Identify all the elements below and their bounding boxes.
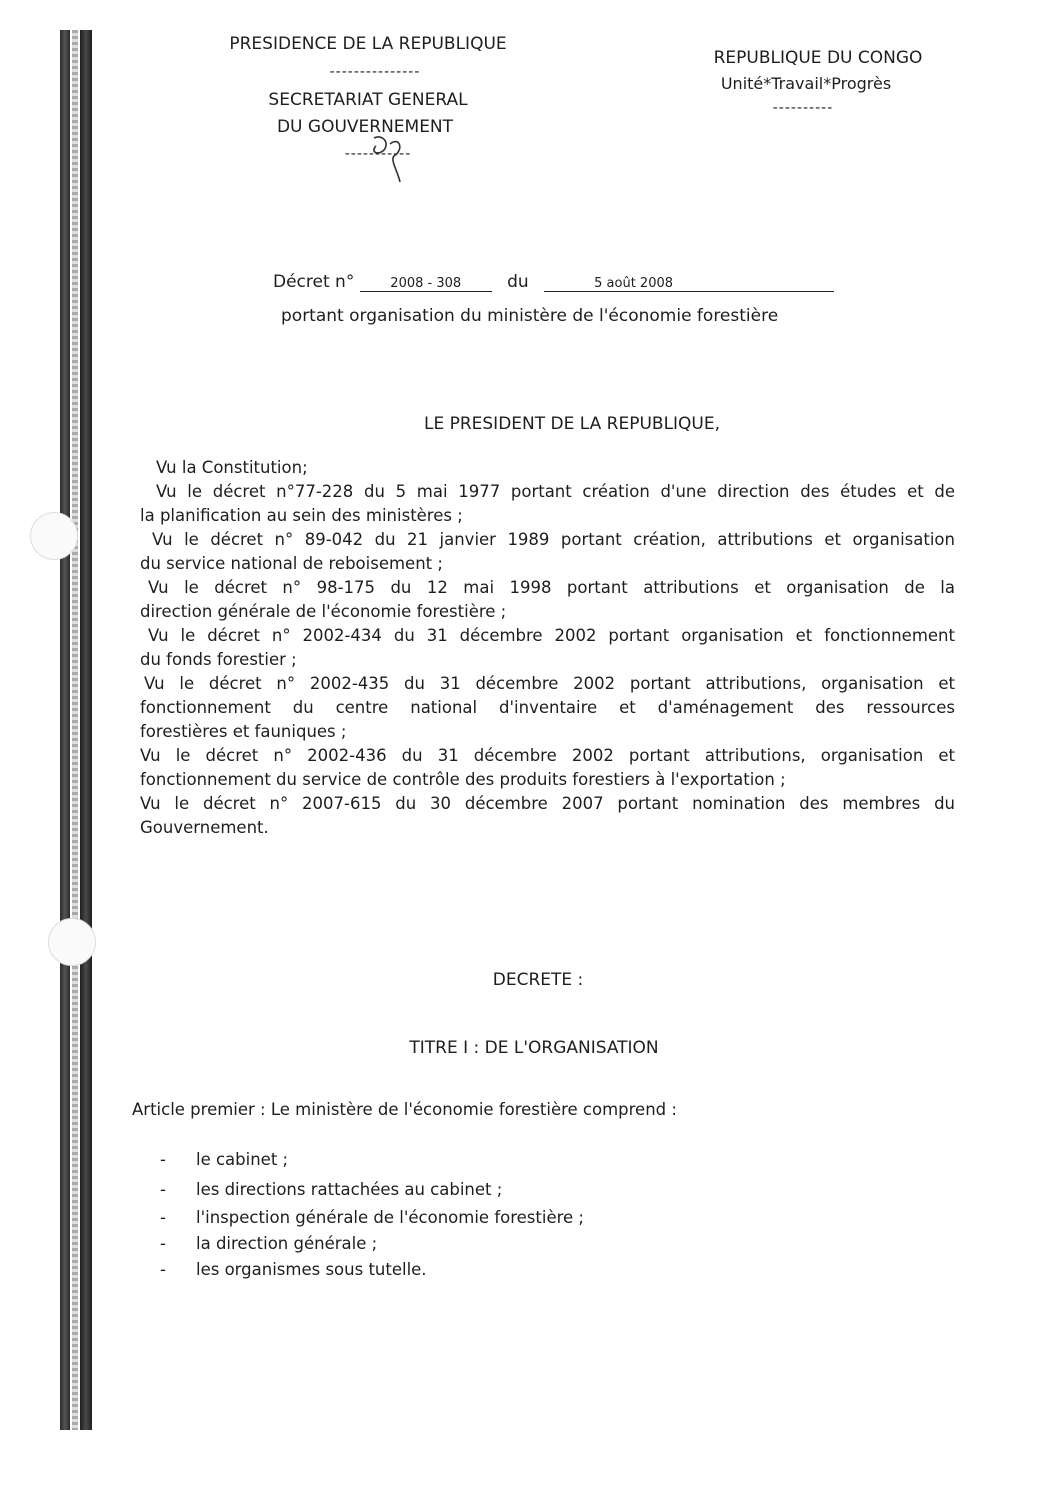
decree-number: 2008 - 308	[360, 276, 492, 292]
president-heading: LE PRESIDENT DE LA REPUBLIQUE,	[423, 414, 721, 434]
visa-line: Vu la Constitution;	[156, 458, 308, 477]
visa-line: du service national de reboisement ;	[140, 554, 443, 573]
header-devise: Unité*Travail*Progrès	[720, 74, 892, 93]
punch-hole	[48, 918, 96, 966]
visa-line: Vu le décret n° 89-042 du 21 janvier 1989 portant création, attributions et organisation	[152, 530, 955, 549]
visa-line: forestières et fauniques ;	[140, 722, 347, 741]
visa-line: fonctionnement du service de contrôle des produits forestiers à l'exportation ;	[140, 770, 786, 789]
header-separator: ----------	[772, 100, 834, 116]
decrete-heading: DECRETE :	[492, 970, 584, 990]
list-item: - l'inspection générale de l'économie forestière ;	[160, 1208, 584, 1227]
visa-line: Vu le décret n° 2007-615 du 30 décembre 2007 portant nomination des membres du	[140, 794, 955, 813]
visa-line: du fonds forestier ;	[140, 650, 297, 669]
header-presidence: PRESIDENCE DE LA REPUBLIQUE	[229, 34, 507, 54]
visa-line: Vu le décret n° 2002-435 du 31 décembre 2002 portant attributions, organisation et	[144, 674, 955, 693]
visa-line: Vu le décret n° 98-175 du 12 mai 1998 portant attributions et organisation de la	[148, 578, 955, 597]
binding-strip	[60, 30, 100, 1430]
visa-line: fonctionnement du centre national d'inventaire et d'aménagement des ressources	[140, 698, 955, 717]
visa-line: Vu le décret n°77-228 du 5 mai 1977 portant création d'une direction des études et de	[156, 482, 955, 501]
decree-prefix: Décret n°	[273, 272, 355, 292]
decree-subject: portant organisation du ministère de l'économie forestière	[281, 306, 779, 326]
header-separator: -----------	[344, 146, 412, 162]
list-item: - la direction générale ;	[160, 1234, 378, 1253]
header-republique: REPUBLIQUE DU CONGO	[713, 48, 923, 68]
decree-du: du	[507, 272, 529, 292]
titre-heading: TITRE I : DE L'ORGANISATION	[409, 1038, 659, 1058]
handwritten-initials	[360, 128, 420, 188]
list-item: - les directions rattachées au cabinet ;	[160, 1180, 503, 1199]
visa-line: direction générale de l'économie forestière ;	[140, 602, 507, 621]
list-item: - le cabinet ;	[160, 1150, 289, 1169]
visa-line: Vu le décret n° 2002-436 du 31 décembre 2002 portant attributions, organisation et	[140, 746, 955, 765]
decree-title-line	[273, 272, 834, 292]
visa-line: Vu le décret n° 2002-434 du 31 décembre 2002 portant organisation et fonctionnement	[148, 626, 955, 645]
header-gouvernement: DU GOUVERNEMENT	[276, 117, 454, 137]
header-secretariat: SECRETARIAT GENERAL	[268, 90, 468, 110]
decree-date: 5 août 2008	[544, 276, 834, 292]
punch-hole	[30, 512, 78, 560]
list-item: - les organismes sous tutelle.	[160, 1260, 427, 1279]
visas-section	[140, 458, 955, 842]
article-label: Article premier :	[132, 1100, 266, 1119]
visa-line: la planification au sein des ministères ;	[140, 506, 463, 525]
visa-line: Gouvernement.	[140, 818, 269, 837]
article-premier	[132, 1100, 677, 1119]
header-separator: ---------------	[329, 64, 421, 80]
article-text: Le ministère de l'économie forestière comprend :	[270, 1100, 677, 1119]
